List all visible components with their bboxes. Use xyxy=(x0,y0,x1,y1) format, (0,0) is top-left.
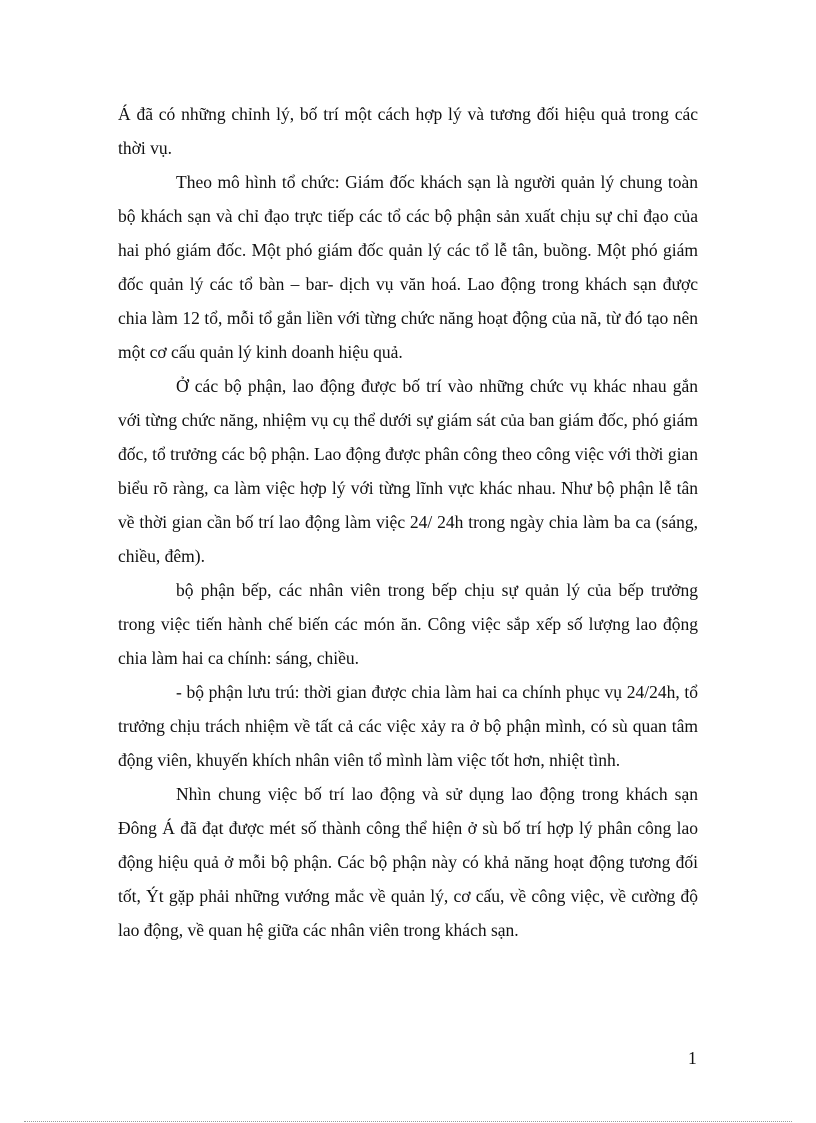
paragraph-kitchen: bộ phận bếp, các nhân viên trong bếp chịu sự quản lý của bếp trưởng trong việc tiến hành chế biến các món ăn. Công việc sắp xếp số lượng lao động chia làm hai ca chính: sáng, chiều. xyxy=(118,580,698,668)
paragraph-accommodation: - bộ phận lưu trú: thời gian được chia làm hai ca chính phục vụ 24/24h, tổ trưởng chịu trách nhiệm về tất cả các việc xảy ra ở bộ phận mình, có sù quan tâm động viên, khuyến khích nhân viên tổ mình làm việc tốt hơn, nhiệt tình. xyxy=(118,682,698,770)
paragraph-departments: Ở các bộ phận, lao động được bố trí vào những chức vụ khác nhau gắn với từng chức năng, nhiệm vụ cụ thể dưới sự giám sát của ban giám đốc, phó giám đốc, tổ trưởng các bộ phận. Lao động được phân công theo công việc với thời gian biểu rõ ràng, ca làm việc hợp lý với từng lĩnh vực khác nhau. Như bộ phận lễ tân về thời gian cần bố trí lao động làm việc 24/ 24h trong ngày chia làm ba ca (sáng, chiều, đêm). xyxy=(118,376,698,566)
paragraph-organization-model: Theo mô hình tổ chức: Giám đốc khách sạn là người quản lý chung toàn bộ khách sạn và chỉ đạo trực tiếp các tổ các bộ phận sản xuất chịu sự chỉ đạo của hai phó giám đốc. Một phó giám đốc quản lý các tổ lễ tân, buồng. Một phó giám đốc quản lý các tổ bàn – bar- dịch vụ văn hoá. Lao động trong khách sạn được chia làm 12 tổ, mỗi tổ gắn liền với từng chức năng hoạt động của nã, từ đó tạo nên một cơ cấu quản lý kinh doanh hiệu quả. xyxy=(118,172,698,362)
paragraph-summary: Nhìn chung việc bố trí lao động và sử dụng lao động trong khách sạn Đông Á đã đạt được mét số thành công thể hiện ở sù bố trí hợp lý phân công lao động hiệu quả ở mỗi bộ phận. Các bộ phận này có khả năng hoạt động tương đối tốt, Ýt gặp phải những vướng mắc về quản lý, cơ cấu, về công việc, về cường độ lao động, về quan hệ giữa các nhân viên trong khách sạn. xyxy=(118,784,698,940)
paragraph-continuation: Á đã có những chỉnh lý, bố trí một cách hợp lý và tương đối hiệu quả trong các thời vụ. xyxy=(118,104,698,158)
footer-divider xyxy=(24,1121,792,1122)
body-text xyxy=(118,97,698,947)
page-number: 1 xyxy=(688,1048,697,1068)
